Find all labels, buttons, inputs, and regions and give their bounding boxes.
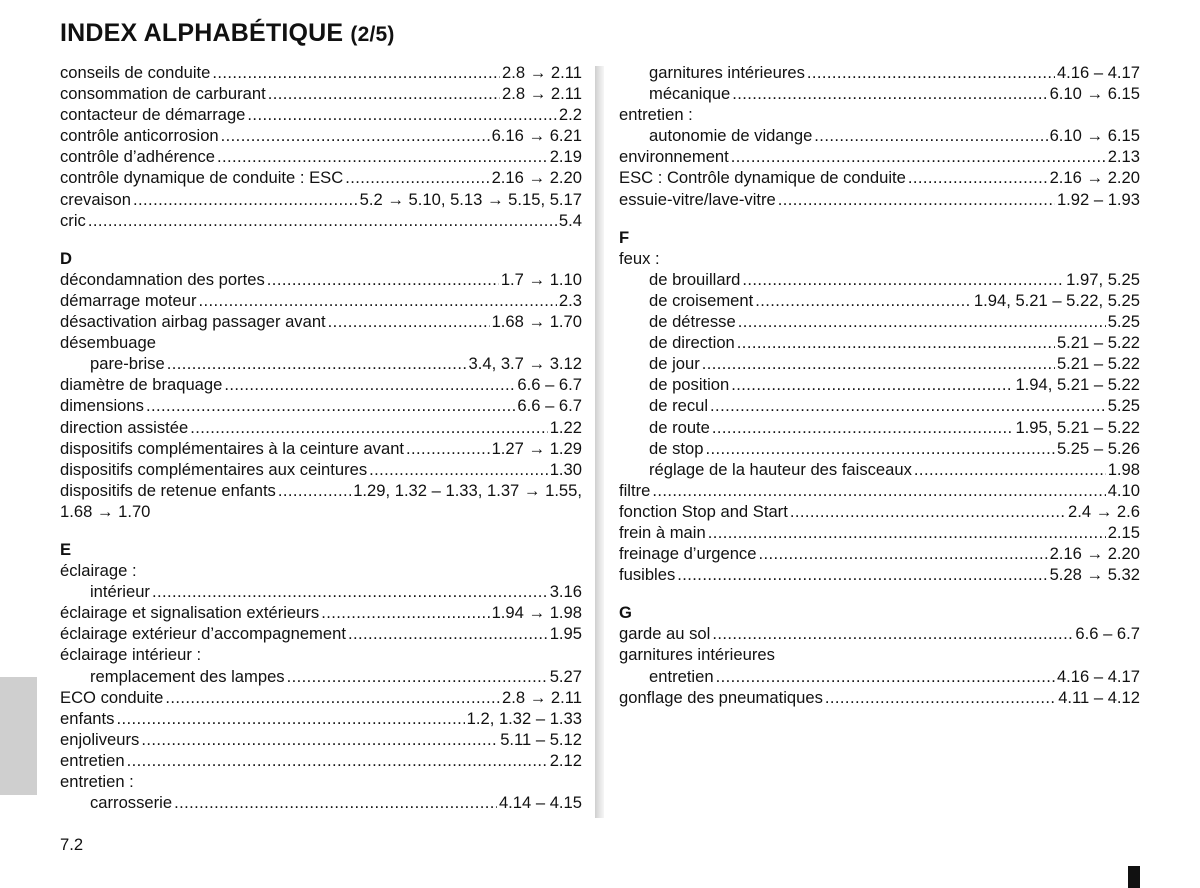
index-entry: [60, 750, 582, 771]
entry-term: garnitures intérieures: [649, 63, 805, 82]
entry-term: dispositifs de retenue enfants: [60, 480, 276, 500]
dot-leader: [731, 374, 1013, 395]
index-heading: désembuage: [60, 333, 156, 353]
entry-pages: 2.12: [549, 750, 582, 770]
entry-term: conseils de conduite: [60, 63, 211, 82]
entry-term: contacteur de démarrage: [60, 105, 246, 125]
entry-pages: 2.16 → 2.20: [1049, 168, 1140, 188]
entry-pages: 3.16: [549, 582, 582, 602]
dot-leader: [167, 353, 467, 374]
entry-term: essuie-vitre/lave-vitre: [619, 189, 776, 209]
entry-term: pare-brise: [90, 354, 165, 374]
dot-leader: [778, 189, 1055, 210]
entry-pages: 2.2: [558, 105, 582, 125]
index-entry: [60, 167, 582, 188]
entry-term: de croisement: [649, 290, 754, 310]
entry-term: de détresse: [649, 312, 736, 332]
dot-leader: [708, 522, 1106, 543]
entry-pages: 4.16 – 4.17: [1056, 63, 1140, 82]
dot-leader: [712, 417, 1014, 438]
index-subentry: [619, 353, 1140, 374]
dot-leader: [345, 167, 489, 188]
entry-term: entretien: [649, 666, 714, 686]
index-entry: [60, 708, 582, 729]
page-title-text: INDEX ALPHABÉTIQUE: [60, 19, 344, 47]
dot-leader: [742, 269, 1064, 290]
entry-term: cric: [60, 210, 86, 230]
entry-pages: 5.21 – 5.22: [1056, 354, 1140, 374]
entry-pages: 5.27: [549, 666, 582, 686]
dot-leader: [712, 623, 1073, 644]
entry-pages: 4.10: [1107, 480, 1140, 500]
dot-leader: [914, 459, 1106, 480]
entry-pages: 2.8 → 2.11: [502, 687, 582, 707]
entry-pages: 1.97, 5.25: [1066, 269, 1140, 289]
entry-pages: 6.10 → 6.15: [1049, 126, 1140, 146]
index-subentry: [60, 666, 582, 687]
entry-pages: 4.14 – 4.15: [498, 793, 582, 813]
index-subentry: [619, 666, 1140, 687]
index-heading: éclairage :: [60, 561, 137, 581]
index-subentry: [619, 83, 1140, 104]
entry-pages: 1.29, 1.32 – 1.33, 1.37 → 1.55,: [353, 480, 582, 500]
chapter-tab: [0, 677, 37, 795]
entry-term: garde au sol: [619, 624, 711, 644]
entry-term: réglage de la hauteur des faisceaux: [649, 459, 912, 479]
index-entry: [60, 395, 582, 416]
entry-pages: 6.16 → 6.21: [491, 126, 582, 146]
entry-term: fonction Stop and Start: [619, 501, 788, 521]
index-entry: [60, 480, 582, 501]
entry-term: mécanique: [649, 84, 731, 104]
dot-leader: [652, 480, 1105, 501]
index-entry: [619, 146, 1140, 167]
dot-leader: [217, 146, 548, 167]
entry-term: consommation de carburant: [60, 84, 266, 104]
entry-term: de recul: [649, 396, 709, 416]
section-letter: F: [619, 227, 630, 247]
index-column-left: [60, 62, 582, 813]
index-subentry: [60, 792, 582, 813]
entry-pages: 2.8 → 2.11: [502, 84, 582, 104]
entry-term: enfants: [60, 708, 115, 728]
index-subentry: [619, 459, 1140, 480]
index-subentry: [619, 395, 1140, 416]
entry-term: frein à main: [619, 522, 706, 542]
column-separator: [595, 66, 604, 818]
dot-leader: [268, 83, 500, 104]
index-entry: [60, 602, 582, 623]
index-entry: [60, 290, 582, 311]
entry-term: autonomie de vidange: [649, 126, 813, 146]
index-entry: [619, 189, 1140, 210]
entry-term: contrôle d’adhérence: [60, 147, 215, 167]
dot-leader: [152, 581, 548, 602]
section-letter: D: [60, 248, 72, 268]
entry-pages: 5.25: [1107, 312, 1140, 332]
index-entry: [619, 501, 1140, 522]
entry-term: éclairage extérieur d’accompagnement: [60, 624, 346, 644]
entry-term: contrôle anticorrosion: [60, 126, 219, 146]
entry-term: fusibles: [619, 565, 676, 585]
entry-pages: 2.8 → 2.11: [502, 63, 582, 82]
index-heading: 1.68 → 1.70: [60, 501, 151, 521]
dot-leader: [702, 353, 1055, 374]
dot-leader: [755, 290, 972, 311]
entry-term: remplacement des lampes: [90, 666, 285, 686]
entry-pages: 2.16 → 2.20: [1049, 544, 1140, 564]
entry-pages: 6.10 → 6.15: [1049, 84, 1140, 104]
index-subentry: [619, 438, 1140, 459]
entry-pages: 1.94, 5.21 – 5.22: [1015, 375, 1140, 395]
dot-leader: [133, 189, 358, 210]
index-heading: éclairage intérieur :: [60, 645, 202, 665]
entry-pages: 5.4: [558, 210, 582, 230]
entry-term: éclairage et signalisation extérieurs: [60, 603, 320, 623]
index-subentry: [619, 311, 1140, 332]
entry-pages: 1.95, 5.21 – 5.22: [1015, 417, 1140, 437]
entry-pages: 2.13: [1107, 147, 1140, 167]
dot-leader: [88, 210, 557, 231]
entry-pages: 1.94 → 1.98: [491, 603, 582, 623]
dot-leader: [705, 438, 1055, 459]
entry-term: intérieur: [90, 582, 150, 602]
index-entry: [619, 687, 1140, 708]
dot-leader: [321, 602, 489, 623]
entry-term: décondamnation des portes: [60, 269, 265, 289]
entry-pages: 1.22: [549, 417, 582, 437]
entry-pages: 5.25: [1107, 396, 1140, 416]
dot-leader: [116, 708, 464, 729]
entry-term: ESC : Contrôle dynamique de conduite: [619, 168, 906, 188]
dot-leader: [267, 269, 499, 290]
dot-leader: [212, 62, 500, 83]
page-counter: (2/5): [350, 23, 395, 46]
entry-pages: 5.11 – 5.12: [500, 729, 582, 749]
index-subentry: [619, 417, 1140, 438]
entry-pages: 3.4, 3.7 → 3.12: [468, 354, 582, 374]
entry-pages: 2.16 → 2.20: [491, 168, 582, 188]
index-subentry: [60, 581, 582, 602]
dot-leader: [328, 311, 490, 332]
entry-pages: 1.95: [549, 624, 582, 644]
entry-pages: 1.27 → 1.29: [491, 438, 582, 458]
entry-term: carrosserie: [90, 793, 173, 813]
entry-pages: 1.2, 1.32 – 1.33: [466, 708, 582, 728]
dot-leader: [758, 543, 1047, 564]
entry-pages: 5.21 – 5.22: [1056, 333, 1140, 353]
dot-leader: [247, 104, 557, 125]
index-entry: [60, 374, 582, 395]
index-entry: [60, 729, 582, 750]
entry-term: contrôle dynamique de conduite : ESC: [60, 168, 344, 188]
index-entry: [619, 167, 1140, 188]
page-number: 7.2: [60, 835, 84, 854]
entry-term: dimensions: [60, 396, 144, 416]
dot-leader: [287, 666, 548, 687]
dot-leader: [141, 729, 498, 750]
entry-term: de jour: [649, 354, 700, 374]
entry-term: diamètre de braquage: [60, 375, 223, 395]
dot-leader: [174, 792, 497, 813]
index-entry: [60, 311, 582, 332]
entry-pages: 1.94, 5.21 – 5.22, 5.25: [973, 290, 1140, 310]
dot-leader: [348, 623, 548, 644]
entry-term: dispositifs complémentaires à la ceinture avant: [60, 438, 405, 458]
index-entry: [60, 687, 582, 708]
section-letter: E: [60, 539, 72, 559]
index-entry: [60, 83, 582, 104]
index-entry: [60, 189, 582, 210]
index-column-right: [619, 62, 1140, 708]
dot-leader: [165, 687, 500, 708]
entry-pages: 1.98: [1107, 459, 1140, 479]
dot-leader: [825, 687, 1056, 708]
index-entry: [60, 104, 582, 125]
dot-leader: [278, 480, 351, 501]
dot-leader: [146, 395, 515, 416]
entry-pages: 2.4 → 2.6: [1068, 501, 1140, 521]
index-subentry: [619, 290, 1140, 311]
dot-leader: [908, 167, 1048, 188]
entry-pages: 5.25 – 5.26: [1056, 438, 1140, 458]
entry-pages: 5.28 → 5.32: [1049, 565, 1140, 585]
index-heading: garnitures intérieures: [619, 645, 775, 665]
index-subentry: [619, 125, 1140, 146]
index-heading: feux :: [619, 248, 660, 268]
entry-term: démarrage moteur: [60, 290, 197, 310]
index-entry: [60, 459, 582, 480]
index-entry: [60, 146, 582, 167]
entry-term: crevaison: [60, 189, 132, 209]
dot-leader: [737, 332, 1055, 353]
entry-term: filtre: [619, 480, 651, 500]
corner-mark: [1128, 866, 1140, 888]
dot-leader: [406, 438, 490, 459]
section-letter: G: [619, 603, 632, 623]
entry-term: dispositifs complémentaires aux ceintures: [60, 459, 368, 479]
dot-leader: [790, 501, 1066, 522]
dot-leader: [677, 564, 1047, 585]
index-entry: [60, 438, 582, 459]
entry-pages: 4.16 – 4.17: [1056, 666, 1140, 686]
dot-leader: [127, 750, 548, 771]
index-subentry: [60, 353, 582, 374]
entry-pages: 1.92 – 1.93: [1056, 189, 1140, 209]
entry-pages: 1.68 → 1.70: [491, 312, 582, 332]
index-entry: [619, 543, 1140, 564]
index-entry: [60, 417, 582, 438]
dot-leader: [224, 374, 515, 395]
entry-pages: 6.6 – 6.7: [1075, 624, 1140, 644]
entry-term: enjoliveurs: [60, 729, 140, 749]
index-subentry: [619, 374, 1140, 395]
entry-term: de position: [649, 375, 730, 395]
index-heading: entretien :: [619, 105, 693, 125]
index-heading: entretien :: [60, 772, 134, 791]
dot-leader: [732, 83, 1047, 104]
index-entry: [619, 480, 1140, 501]
entry-term: de direction: [649, 333, 735, 353]
index-entry: [60, 210, 582, 231]
entry-term: direction assistée: [60, 417, 189, 437]
index-entry: [60, 269, 582, 290]
entry-term: de brouillard: [649, 269, 741, 289]
entry-pages: 2.3: [558, 290, 582, 310]
entry-term: gonflage des pneumatiques: [619, 687, 823, 707]
dot-leader: [199, 290, 557, 311]
index-subentry: [619, 269, 1140, 290]
dot-leader: [190, 417, 547, 438]
entry-pages: 5.2 → 5.10, 5.13 → 5.15, 5.17: [359, 189, 582, 209]
page-title: [60, 19, 395, 48]
entry-term: entretien: [60, 750, 125, 770]
dot-leader: [814, 125, 1047, 146]
dot-leader: [716, 666, 1055, 687]
index-entry: [619, 623, 1140, 644]
index-subentry: [619, 62, 1140, 83]
index-entry: [60, 62, 582, 83]
entry-pages: 1.7 → 1.10: [500, 269, 582, 289]
entry-term: environnement: [619, 147, 729, 167]
index-entry: [60, 125, 582, 146]
index-subentry: [619, 332, 1140, 353]
entry-pages: 4.11 – 4.12: [1058, 687, 1140, 707]
entry-pages: 2.19: [549, 147, 582, 167]
entry-pages: 6.6 – 6.7: [517, 396, 582, 416]
index-entry: [60, 623, 582, 644]
entry-term: freinage d’urgence: [619, 544, 757, 564]
entry-term: ECO conduite: [60, 687, 164, 707]
index-entry: [619, 522, 1140, 543]
entry-term: de stop: [649, 438, 704, 458]
entry-term: désactivation airbag passager avant: [60, 312, 326, 332]
index-entry: [619, 564, 1140, 585]
dot-leader: [369, 459, 548, 480]
dot-leader: [731, 146, 1106, 167]
entry-term: de route: [649, 417, 710, 437]
dot-leader: [738, 311, 1106, 332]
dot-leader: [221, 125, 490, 146]
dot-leader: [710, 395, 1106, 416]
entry-pages: 6.6 – 6.7: [517, 375, 582, 395]
entry-pages: 1.30: [549, 459, 582, 479]
dot-leader: [807, 62, 1055, 83]
entry-pages: 2.15: [1107, 522, 1140, 542]
